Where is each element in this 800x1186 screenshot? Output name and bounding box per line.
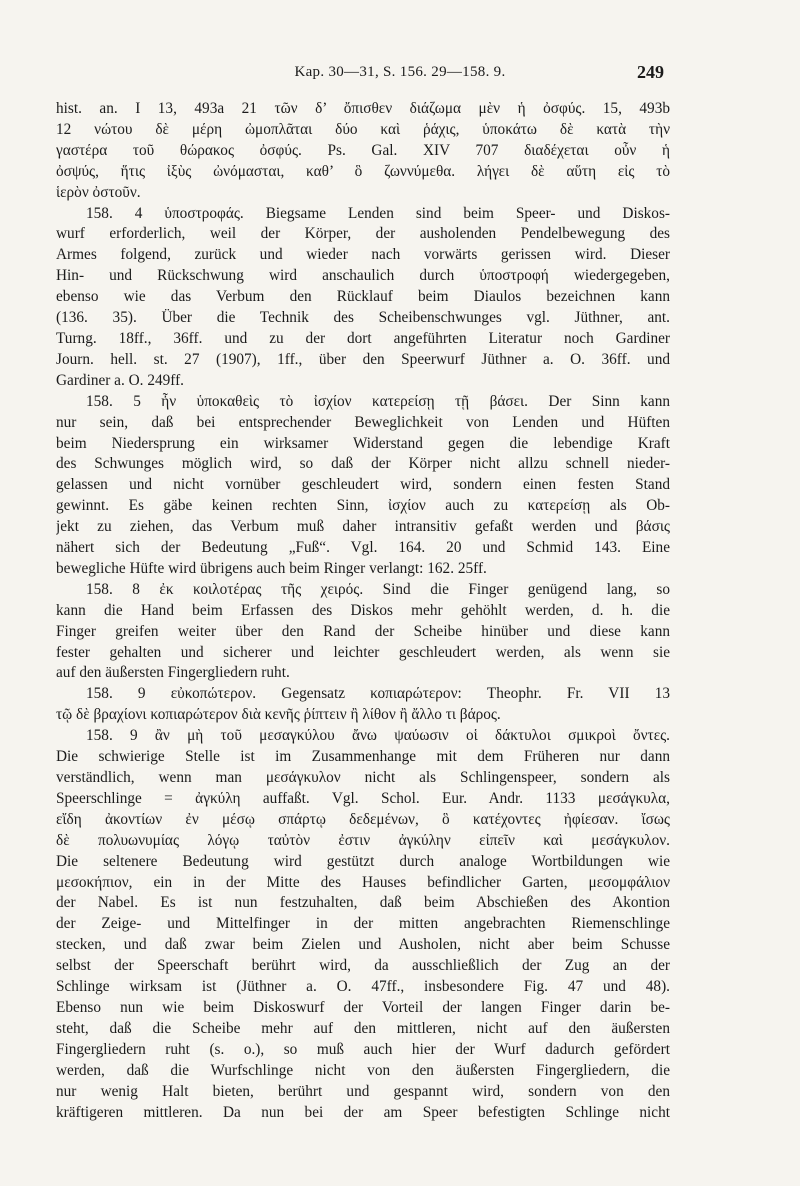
text-line: 158. 5 ἦν ὑποκαθεὶς τὸ ἰσχίον κατερείσῃ τῇ βάσει. Der Sinn kann xyxy=(86,392,670,410)
text-line: Fingergliedern ruht (s. o.), so muß auch hier der Wurf dadurch gefördert xyxy=(56,1040,670,1058)
text-line: auf den äußersten Fingergliedern ruht. xyxy=(56,664,290,682)
text-line: nur wenig Halt bieten, berührt und gespannt wird, sondern von den xyxy=(56,1082,670,1100)
text-line: Gardiner a. O. 249ff. xyxy=(56,371,184,389)
text-line: wurf erforderlich, weil der Körper, der ausholenden Pendelbewegung des xyxy=(56,225,670,243)
text-line: μεσοκήπιον, ein in der Mitte des Hauses befindlicher Garten, μεσομφάλιον xyxy=(56,873,670,891)
text-line: Die schwierige Stelle ist im Zusammenhange mit dem Früheren nur dann xyxy=(56,748,670,766)
page-number: 249 xyxy=(637,62,664,82)
text-line: (136. 35). Über die Technik des Scheibenschwunges vgl. Jüthner, ant. xyxy=(56,309,670,327)
commentary-text xyxy=(56,99,670,1123)
text-line: τῷ δὲ βραχίονι κοπιαρώτερον διὰ κενῆς ῥίπτειν ἢ λίθον ἢ ἄλλο τι βάρος. xyxy=(56,706,501,724)
text-line: bewegliche Hüfte wird übrigens auch beim Ringer verlangt: 162. 25ff. xyxy=(56,559,487,577)
text-line: kann die Hand beim Erfassen des Diskos mehr gehöhlt werden, d. h. die xyxy=(56,601,670,619)
text-line: 12 νώτου δὲ μέρη ὠμοπλᾶται δύο καὶ ῥάχις, ὑποκάτω δὲ κατὰ τὴν xyxy=(56,120,670,138)
text-line: Schlinge wirksam ist (Jüthner a. O. 47ff., insbesondere Fig. 47 und 48). xyxy=(56,978,670,996)
text-line: Speerschlinge = ἀγκύλη auffaßt. Vgl. Schol. Eur. Andr. 1133 μεσάγκυλα, xyxy=(56,789,670,807)
text-line: der Nabel. Es ist nun festzuhalten, daß beim Abschießen des Akontion xyxy=(56,894,670,912)
running-head xyxy=(0,64,800,88)
text-line: 158. 4 ὑποστροφάς. Biegsame Lenden sind beim Speer- und Diskos- xyxy=(86,204,670,222)
text-line: beim Niedersprung ein wirksamer Widerstand gegen die lebendige Kraft xyxy=(56,434,670,452)
running-head-title: Kap. 30—31, S. 156. 29—158. 9. xyxy=(294,64,506,80)
text-line: fester gehalten und sicherer und leichter geschleudert werden, als wenn sie xyxy=(56,643,670,661)
text-line: ἱερὸν ὀστοῦν. xyxy=(56,183,141,201)
text-line: der Zeige- und Mittelfinger in der mitten angebrachten Riemenschlinge xyxy=(56,915,670,933)
text-line: εἴδη ἀκοντίων ἐν μέσῳ σπάρτῳ δεδεμένων, ὃ κατέχοντες ἠφίεσαν. ἴσως xyxy=(56,810,670,828)
text-line: verständlich, wenn man μεσάγκυλον nicht als Schlingenspeer, sondern als xyxy=(56,769,670,786)
text-line: jekt zu ziehen, das Verbum muß daher intransitiv gefaßt werden und βάσις xyxy=(56,518,670,536)
text-line: selbst der Speerschaft berührt wird, da ausschließlich der Zug an der xyxy=(56,957,670,975)
text-line: Hin- und Rückschwung wird anschaulich durch ὑποστροφή wiedergegeben, xyxy=(56,267,670,285)
text-line: steht, daß die Scheibe mehr auf den mittleren, nicht auf den äußersten xyxy=(56,1019,670,1037)
text-line: werden, daß die Wurfschlinge nicht von den äußersten Fingergliedern, die xyxy=(56,1061,670,1079)
text-line: Die seltenere Bedeutung wird gestützt durch analoge Wortbildungen wie xyxy=(56,852,670,870)
text-line: nur sein, daß bei entsprechender Beweglichkeit von Lenden und Hüften xyxy=(56,413,670,431)
text-line: Finger greifen weiter über den Rand der Scheibe hinüber und diese kann xyxy=(56,622,670,640)
text-line: ebenso wie das Verbum den Rücklauf beim Diaulos bezeichnen kann xyxy=(56,288,670,306)
text-line: gelassen und nicht vornüber geschleudert wird, sondern einen festen Stand xyxy=(56,476,670,494)
text-line: γαστέρα τοῦ θώρακος ὀσφύς. Ps. Gal. XIV 707 διαδέχεται οὖν ἡ xyxy=(56,141,670,159)
text-line: 158. 9 ἂν μὴ τοῦ μεσαγκύλου ἄνω ψαύωσιν οἱ δάκτυλοι σμικροὶ ὄντες. xyxy=(86,727,670,745)
text-line: Armes folgend, zurück und wieder nach vorwärts gerissen wird. Dieser xyxy=(56,246,670,264)
text-line: δὲ πολυωνυμίας λόγῳ ταὐτὸν ἐστιν ἀγκύλην εἰπεῖν καὶ μεσάγκυλον. xyxy=(56,831,670,849)
text-line: stecken, und daß zwar beim Zielen und Ausholen, nicht aber beim Schusse xyxy=(56,936,670,954)
text-line: 158. 9 εὐκοπώτερον. Gegensatz κοπιαρώτερον: Theophr. Fr. VII 13 xyxy=(86,685,670,703)
text-line: ὀσψύς, ἥτις ἰξὺς ὠνόμασται, καθ’ ὃ ζωννύμεθα. λήγει δὲ αὕτη εἰς τὸ xyxy=(56,162,670,180)
text-line: Turng. 18ff., 36ff. und zu der dort angeführten Literatur noch Gardiner xyxy=(56,329,670,347)
text-line: kräftigeren mittleren. Da nun bei der am Speer befestigten Schlinge nicht xyxy=(56,1103,670,1121)
text-line: Journ. hell. st. 27 (1907), 1ff., über den Speerwurf Jüthner a. O. 36ff. und xyxy=(56,350,670,368)
text-line: gewinnt. Es gäbe keinen rechten Sinn, ἰσχίον auch zu κατερείσῃ als Ob- xyxy=(56,497,670,515)
text-line: hist. an. I 13, 493a 21 τῶν δ’ ὄπισθεν διάζωμα μὲν ἡ ὀσφύς. 15, 493b xyxy=(56,100,670,117)
text-line: Ebenso nun wie beim Diskoswurf der Vorteil der langen Finger darin be- xyxy=(56,998,670,1016)
text-line: nähert sich der Bedeutung „Fuß“. Vgl. 164. 20 und Schmid 143. Eine xyxy=(56,539,670,557)
text-line: des Schwunges möglich wird, so daß der Körper nicht allzu schnell nieder- xyxy=(56,455,670,473)
text-line: 158. 8 ἐκ κοιλοτέρας τῆς χειρός. Sind die Finger genügend lang, so xyxy=(86,580,670,598)
